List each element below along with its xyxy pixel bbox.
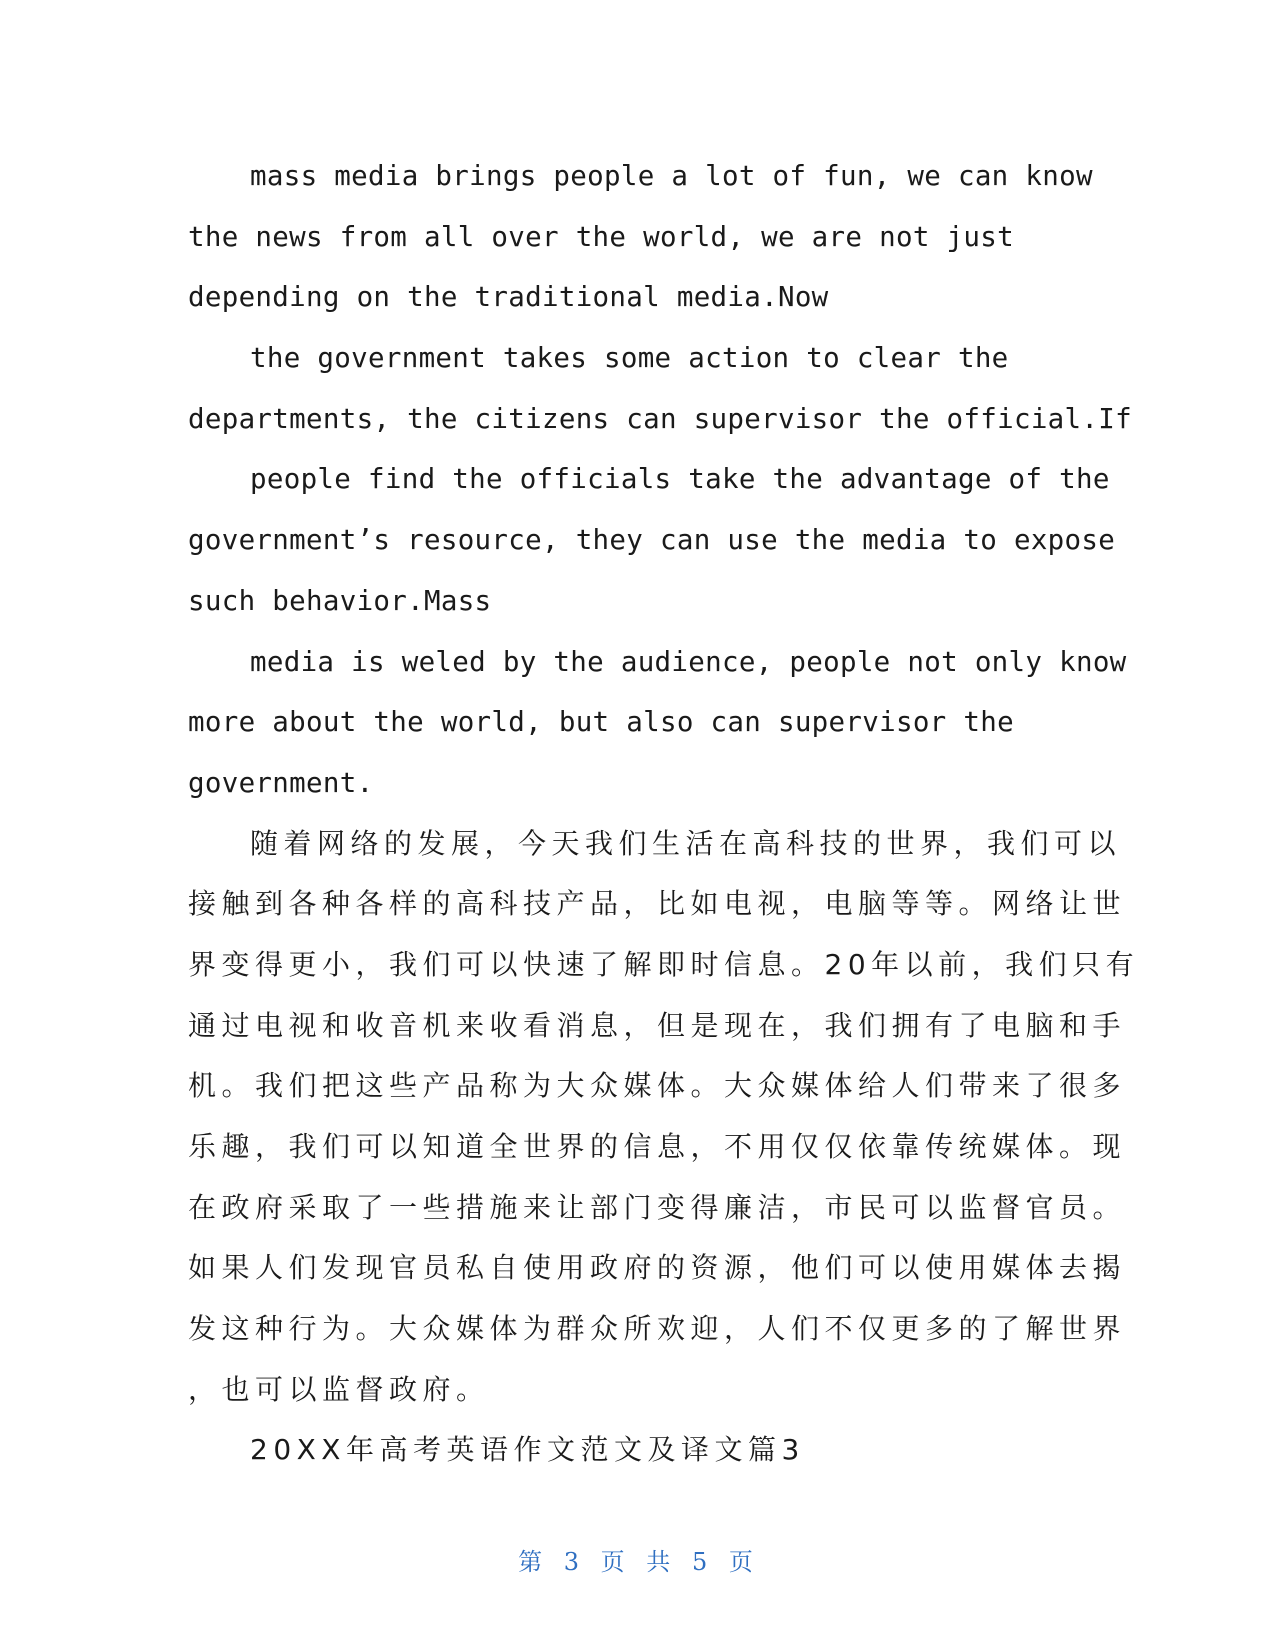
text-line: 乐趣，我们可以知道全世界的信息，不用仅仅依靠传统媒体。现 (188, 1130, 1127, 1163)
document-body (188, 146, 1140, 1481)
text-line: 发这种行为。大众媒体为群众所欢迎，人们不仅更多的了解世界 (188, 1312, 1127, 1346)
page-number-footer: 第 3 页 共 5 页 (518, 1548, 757, 1576)
text-line: 如果人们发现官员私自使用政府的资源，他们可以使用媒体去揭 (188, 1251, 1127, 1285)
text-line: government’s resource, they can use the media to expose (188, 524, 1116, 557)
text-line: the news from all over the world, we are not just (188, 220, 1014, 253)
text-line: 界变得更小，我们可以快速了解即时信息。20年以前，我们只有 (188, 947, 1140, 981)
text-line: 通过电视和收音机来收看消息，但是现在，我们拥有了电脑和手 (188, 1008, 1127, 1042)
text-line: the government takes some action to clear the (250, 342, 1009, 375)
text-line: government. (188, 766, 374, 799)
text-line: 接触到各种各样的高科技产品，比如电视，电脑等等。网络让世 (188, 887, 1127, 921)
text-line: people find the officials take the advantage of the (250, 463, 1110, 496)
text-line: 机。我们把这些产品称为大众媒体。大众媒体给人们带来了很多 (188, 1069, 1127, 1103)
text-line: 随着网络的发展，今天我们生活在高科技的世界，我们可以 (250, 826, 1122, 860)
text-line: more about the world, but also can supervisor the (188, 706, 1014, 739)
section-heading: 20XX年高考英语作文范文及译文篇3 (250, 1433, 805, 1467)
text-line: mass media brings people a lot of fun, we can know (250, 160, 1093, 192)
text-line: 在政府采取了一些措施来让部门变得廉洁，市民可以监督官员。 (188, 1190, 1127, 1224)
text-line: ，也可以监督政府。 (188, 1372, 490, 1406)
text-line: media is weled by the audience, people not only know (250, 645, 1127, 678)
text-line: such behavior.Mass (188, 584, 492, 617)
text-line: depending on the traditional media.Now (188, 281, 829, 314)
text-line: departments, the citizens can supervisor the official.If (188, 402, 1132, 435)
